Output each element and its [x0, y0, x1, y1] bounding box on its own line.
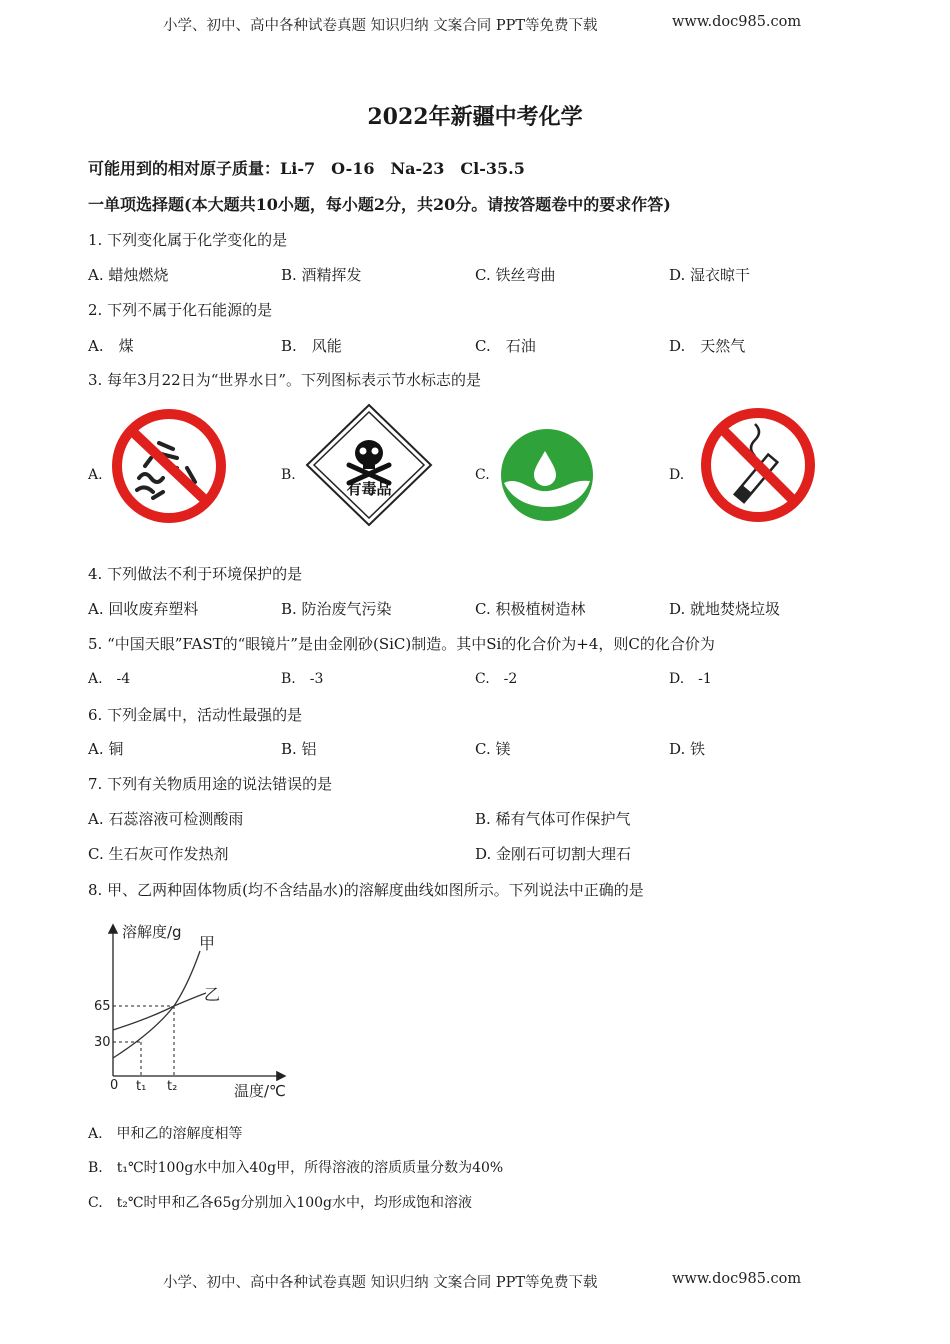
option-a: A. 回收废弃塑料 — [88, 600, 199, 618]
option-c: C. 镁 — [475, 740, 511, 758]
option-a: A. 蜡烛燃烧 — [88, 266, 169, 284]
option-c: C. -2 — [475, 671, 518, 687]
footer-text: 小学、初中、高中各种试卷真题 知识归纳 文案合同 PPT等免费下载 — [163, 1275, 598, 1291]
x-axis-label: 温度/℃ — [234, 1082, 286, 1100]
atomic-masses: 可能用到的相对原子质量：Li-7 O-16 Na-23 Cl-35.5 — [88, 159, 525, 178]
question-stem: 6. 下列金属中，活动性最强的是 — [88, 706, 303, 724]
option-b: B. 风能 — [281, 337, 342, 355]
option-c: C. 生石灰可作发热剂 — [88, 845, 229, 863]
option-a: A. 石蕊溶液可检测酸雨 — [88, 810, 244, 828]
water-saving-icon — [498, 427, 596, 523]
option-d: D. -1 — [669, 671, 712, 687]
toxic-label: 有毒品 — [346, 480, 392, 498]
series-yi-curve — [113, 993, 206, 1030]
option-d: D. 天然气 — [669, 337, 746, 355]
option-b: B. t₁℃时100g水中加入40g甲，所得溶液的溶质质量分数为40% — [88, 1160, 504, 1176]
option-c: C. — [475, 467, 490, 483]
option-b: B. 酒精挥发 — [281, 266, 362, 284]
question-stem: 7. 下列有关物质用途的说法错误的是 — [88, 775, 333, 793]
origin-label: 0 — [110, 1078, 119, 1093]
y-tick-label: 30 — [94, 1035, 111, 1050]
series-label-jia: 甲 — [199, 934, 216, 953]
option-d: D. — [669, 467, 685, 483]
option-a: A. — [88, 467, 103, 483]
option-a: A. -4 — [88, 671, 131, 687]
option-c: C. 铁丝弯曲 — [475, 266, 556, 284]
no-smoking-icon — [699, 406, 817, 524]
option-b: B. 铝 — [281, 740, 317, 758]
option-b: B. 稀有气体可作保护气 — [475, 810, 631, 828]
option-a: A. 甲和乙的溶解度相等 — [88, 1126, 243, 1142]
page-title: 2022年新疆中考化学 — [367, 104, 583, 130]
option-c: C. 积极植树造林 — [475, 600, 586, 618]
section-heading: 一单项选择题(本大题共10小题，每小题2分，共20分。请按答题卷中的要求作答) — [88, 195, 671, 214]
series-label-yi: 乙 — [204, 985, 221, 1004]
footer-url[interactable]: www.doc985.com — [672, 1271, 802, 1287]
question-stem: 5. “中国天眼”FAST的“眼镜片”是由金刚砂(SiC)制造。其中Si的化合价为+4，则C的化合价为 — [88, 635, 715, 653]
solubility-chart — [88, 916, 298, 1104]
question-stem: 2. 下列不属于化石能源的是 — [88, 301, 273, 319]
option-b: B. 防治废气污染 — [281, 600, 392, 618]
no-burning-icon — [109, 408, 229, 524]
question-stem: 3. 每年3月22日为“世界水日”。下列图标表示节水标志的是 — [88, 371, 482, 389]
toxic-sign-icon — [305, 403, 433, 527]
question-stem: 1. 下列变化属于化学变化的是 — [88, 231, 288, 249]
option-d: D. 就地焚烧垃圾 — [669, 600, 781, 618]
option-d: D. 铁 — [669, 740, 706, 758]
header-url[interactable]: www.doc985.com — [672, 14, 802, 30]
option-c: C. 石油 — [475, 337, 536, 355]
x-tick-label: t₂ — [167, 1079, 178, 1094]
question-stem: 8. 甲、乙两种固体物质(均不含结晶水)的溶解度曲线如图所示。下列说法中正确的是 — [88, 881, 644, 899]
option-a: A. 铜 — [88, 740, 124, 758]
option-d: D. 金刚石可切割大理石 — [475, 845, 632, 863]
header-text: 小学、初中、高中各种试卷真题 知识归纳 文案合同 PPT等免费下载 — [163, 18, 598, 34]
option-b: B. -3 — [281, 671, 324, 687]
y-axis-label: 溶解度/g — [122, 923, 182, 941]
x-tick-label: t₁ — [136, 1079, 147, 1094]
option-b: B. — [281, 467, 296, 483]
option-d: D. 湿衣晾干 — [669, 266, 751, 284]
option-c: C. t₂℃时甲和乙各65g分别加入100g水中，均形成饱和溶液 — [88, 1195, 473, 1211]
option-a: A. 煤 — [88, 337, 134, 355]
y-tick-label: 65 — [94, 999, 111, 1014]
question-stem: 4. 下列做法不利于环境保护的是 — [88, 565, 303, 583]
